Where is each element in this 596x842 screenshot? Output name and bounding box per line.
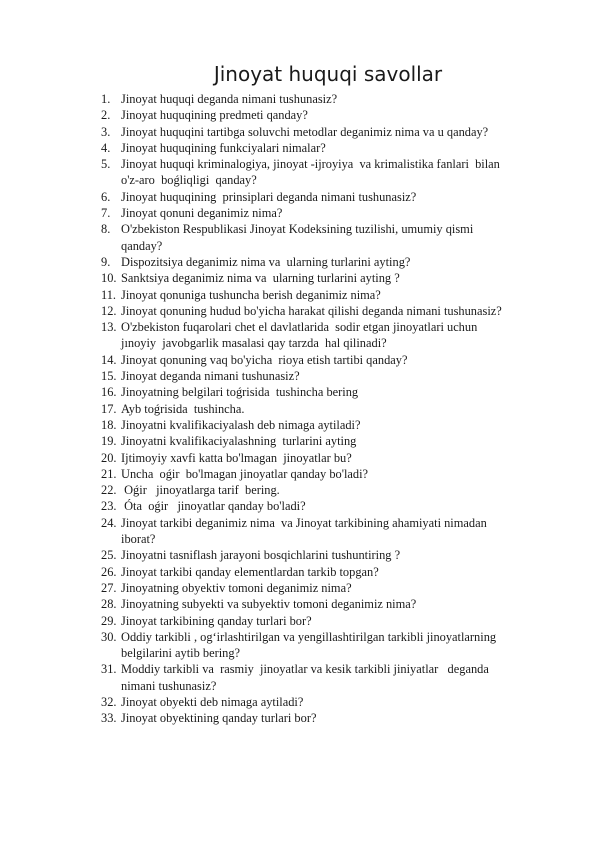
question-number: 11. (101, 287, 117, 302)
question-text: Jinoyat qonuniga tushuncha berish deganimiz nima? (121, 287, 381, 302)
question-item (0, 694, 561, 710)
question-item (0, 189, 561, 205)
question-item (0, 124, 561, 140)
question-text: Jinoyat tarkibi deganimiz nima va Jinoyat tarkibining ahamiyati nimadan (121, 515, 487, 530)
question-number: 20. (101, 450, 117, 465)
question-text: Jinoyat huquqi kriminalogiya, jinoyat -ijroyiya va krimalistika fanlari bilan (121, 157, 500, 172)
question-text: Jinoyat huquqining predmeti qanday? (121, 108, 308, 123)
question-number: 3. (101, 124, 111, 139)
question-item (0, 368, 561, 384)
question-text: Jinoyat huquqining funkciyalari nimalar? (121, 140, 326, 155)
question-text: Jinoyat huquqi deganda nimani tushunasiz? (121, 92, 338, 106)
question-item (0, 352, 561, 368)
question-item (0, 303, 561, 319)
question-list (0, 91, 561, 727)
question-text: Jinoyat obyekti deb nimaga aytiladi? (121, 694, 304, 709)
question-text: jınoyiy javobgarlik masalasi qay tarzda hal qilinadi? (121, 336, 387, 351)
question-number: 21. (101, 466, 117, 481)
question-number: 13. (101, 320, 117, 335)
question-item (0, 401, 561, 417)
question-item (0, 270, 561, 286)
question-text: Óta oǵir jinoyatlar qanday bo'ladi? (121, 499, 306, 514)
question-number: 33. (101, 711, 117, 726)
question-number: 30. (101, 629, 117, 644)
question-text: Jinoyatni kvalifikaciyalashning turlarini ayting (121, 434, 357, 449)
question-item (0, 450, 561, 466)
question-item (0, 515, 561, 548)
question-number: 17. (101, 401, 117, 416)
question-number: 12. (101, 303, 117, 318)
question-text: belgilarini aytib bering? (121, 646, 241, 661)
question-item (0, 547, 561, 563)
question-text: Oddiy tarkibli , og‘irlashtirilgan va yengillashtirilgan tarkibli jinoyatlarning (121, 629, 497, 644)
question-item (0, 564, 561, 580)
question-number: 4. (101, 140, 111, 155)
question-text: o'z-aro boǵliqligi qanday? (121, 173, 257, 188)
question-item (0, 140, 561, 156)
question-number: 8. (101, 222, 111, 237)
question-text: Jinoyat obyektining qanday turlari bor? (121, 711, 317, 726)
question-number: 7. (101, 206, 111, 221)
question-text: Jinoyat huquqini tartibga soluvchi metodlar deganimiz nima va u qanday? (121, 124, 489, 139)
question-item (0, 205, 561, 221)
question-number: 10. (101, 271, 117, 286)
question-number: 26. (101, 564, 117, 579)
question-item (0, 661, 561, 694)
question-text: Jinoyat qonuning vaq bo'yicha rioya etish tartibi qanday? (121, 352, 408, 367)
question-text: Jinoyatning subyekti va subyektiv tomoni deganimiz nima? (121, 597, 417, 612)
question-text: Jinoyat deganda nimani tushunasiz? (121, 369, 300, 384)
question-text: Uncha oǵir bo'lmagan jinoyatlar qanday bo'ladi? (121, 466, 369, 481)
question-item (0, 254, 561, 270)
question-item (0, 384, 561, 400)
question-text: Moddiy tarkibli va rasmiy jinoyatlar va kesik tarkibli jiniyatlar deganda (121, 662, 489, 677)
question-text: Ayb toǵrisida tushincha. (121, 401, 245, 416)
question-number: 14. (101, 352, 117, 367)
question-text: Jinoyatni tasniflash jarayoni bosqichlarini tushuntiring ? (121, 548, 401, 563)
question-text: Jinoyatning belgilari toǵrisida tushincha bering (121, 385, 359, 400)
question-text: Oǵir jinoyatlarga tarif bering. (121, 483, 280, 498)
question-number: 16. (101, 385, 117, 400)
question-item (0, 482, 561, 498)
question-number: 5. (101, 157, 111, 172)
question-number: 28. (101, 597, 117, 612)
question-text: Sanktsiya deganimiz nima va ularning turlarini ayting ? (121, 271, 400, 286)
question-number: 27. (101, 580, 117, 595)
question-item (0, 498, 561, 514)
question-text: Jinoyat tarkibi qanday elementlardan tarkib topgan? (121, 564, 379, 579)
question-item (0, 319, 561, 352)
question-item (0, 91, 561, 107)
question-item (0, 287, 561, 303)
question-item (0, 107, 561, 123)
question-number: 6. (101, 189, 111, 204)
question-text: iborat? (121, 532, 156, 547)
question-number: 9. (101, 254, 111, 269)
question-text: O'zbekiston fuqarolari chet el davlatlarida sodir etgan jinoyatlari uchun (121, 320, 478, 335)
question-number: 2. (101, 108, 111, 123)
question-text: Jinoyatni kvalifikaciyalash deb nimaga aytiladi? (121, 417, 361, 432)
question-text: Jinoyat tarkibining qanday turlari bor? (121, 613, 312, 628)
question-number: 25. (101, 548, 117, 563)
question-item (0, 156, 561, 189)
question-text: Jinoyatning obyektiv tomoni deganimiz nima? (121, 580, 352, 595)
question-item (0, 596, 561, 612)
question-text: Jinoyat qonuni deganimiz nima? (121, 206, 283, 221)
question-item (0, 613, 561, 629)
question-text: Dispozitsiya deganimiz nima va ularning turlarini ayting? (121, 254, 411, 269)
page-title: Jinoyat huquqi savollar (213, 62, 443, 86)
question-number: 15. (101, 369, 117, 384)
question-text: nimani tushunasiz? (121, 678, 217, 693)
question-number: 1. (101, 92, 111, 106)
question-number: 18. (101, 417, 117, 432)
question-number: 32. (101, 694, 117, 709)
question-item (0, 417, 561, 433)
question-number: 22. (101, 483, 117, 498)
question-text: qanday? (121, 238, 163, 253)
question-number: 31. (101, 662, 117, 677)
question-text: O'zbekiston Respublikasi Jinoyat Kodeksining tuzilishi, umumiy qismi (121, 222, 474, 237)
question-item (0, 629, 561, 662)
question-number: 24. (101, 515, 117, 530)
question-number: 23. (101, 499, 117, 514)
question-item (0, 466, 561, 482)
question-item (0, 710, 561, 726)
question-item (0, 580, 561, 596)
question-text: Jinoyat qonuning hudud bo'yicha harakat qilishi deganda nimani tushunasiz? (121, 303, 502, 318)
question-item (0, 433, 561, 449)
question-number: 29. (101, 613, 117, 628)
question-number: 19. (101, 434, 117, 449)
question-item (0, 221, 561, 254)
question-text: Jinoyat huquqining prinsiplari deganda nimani tushunasiz? (121, 189, 417, 204)
question-text: Ijtimoyiy xavfi katta bo'lmagan jinoyatlar bu? (121, 450, 352, 465)
